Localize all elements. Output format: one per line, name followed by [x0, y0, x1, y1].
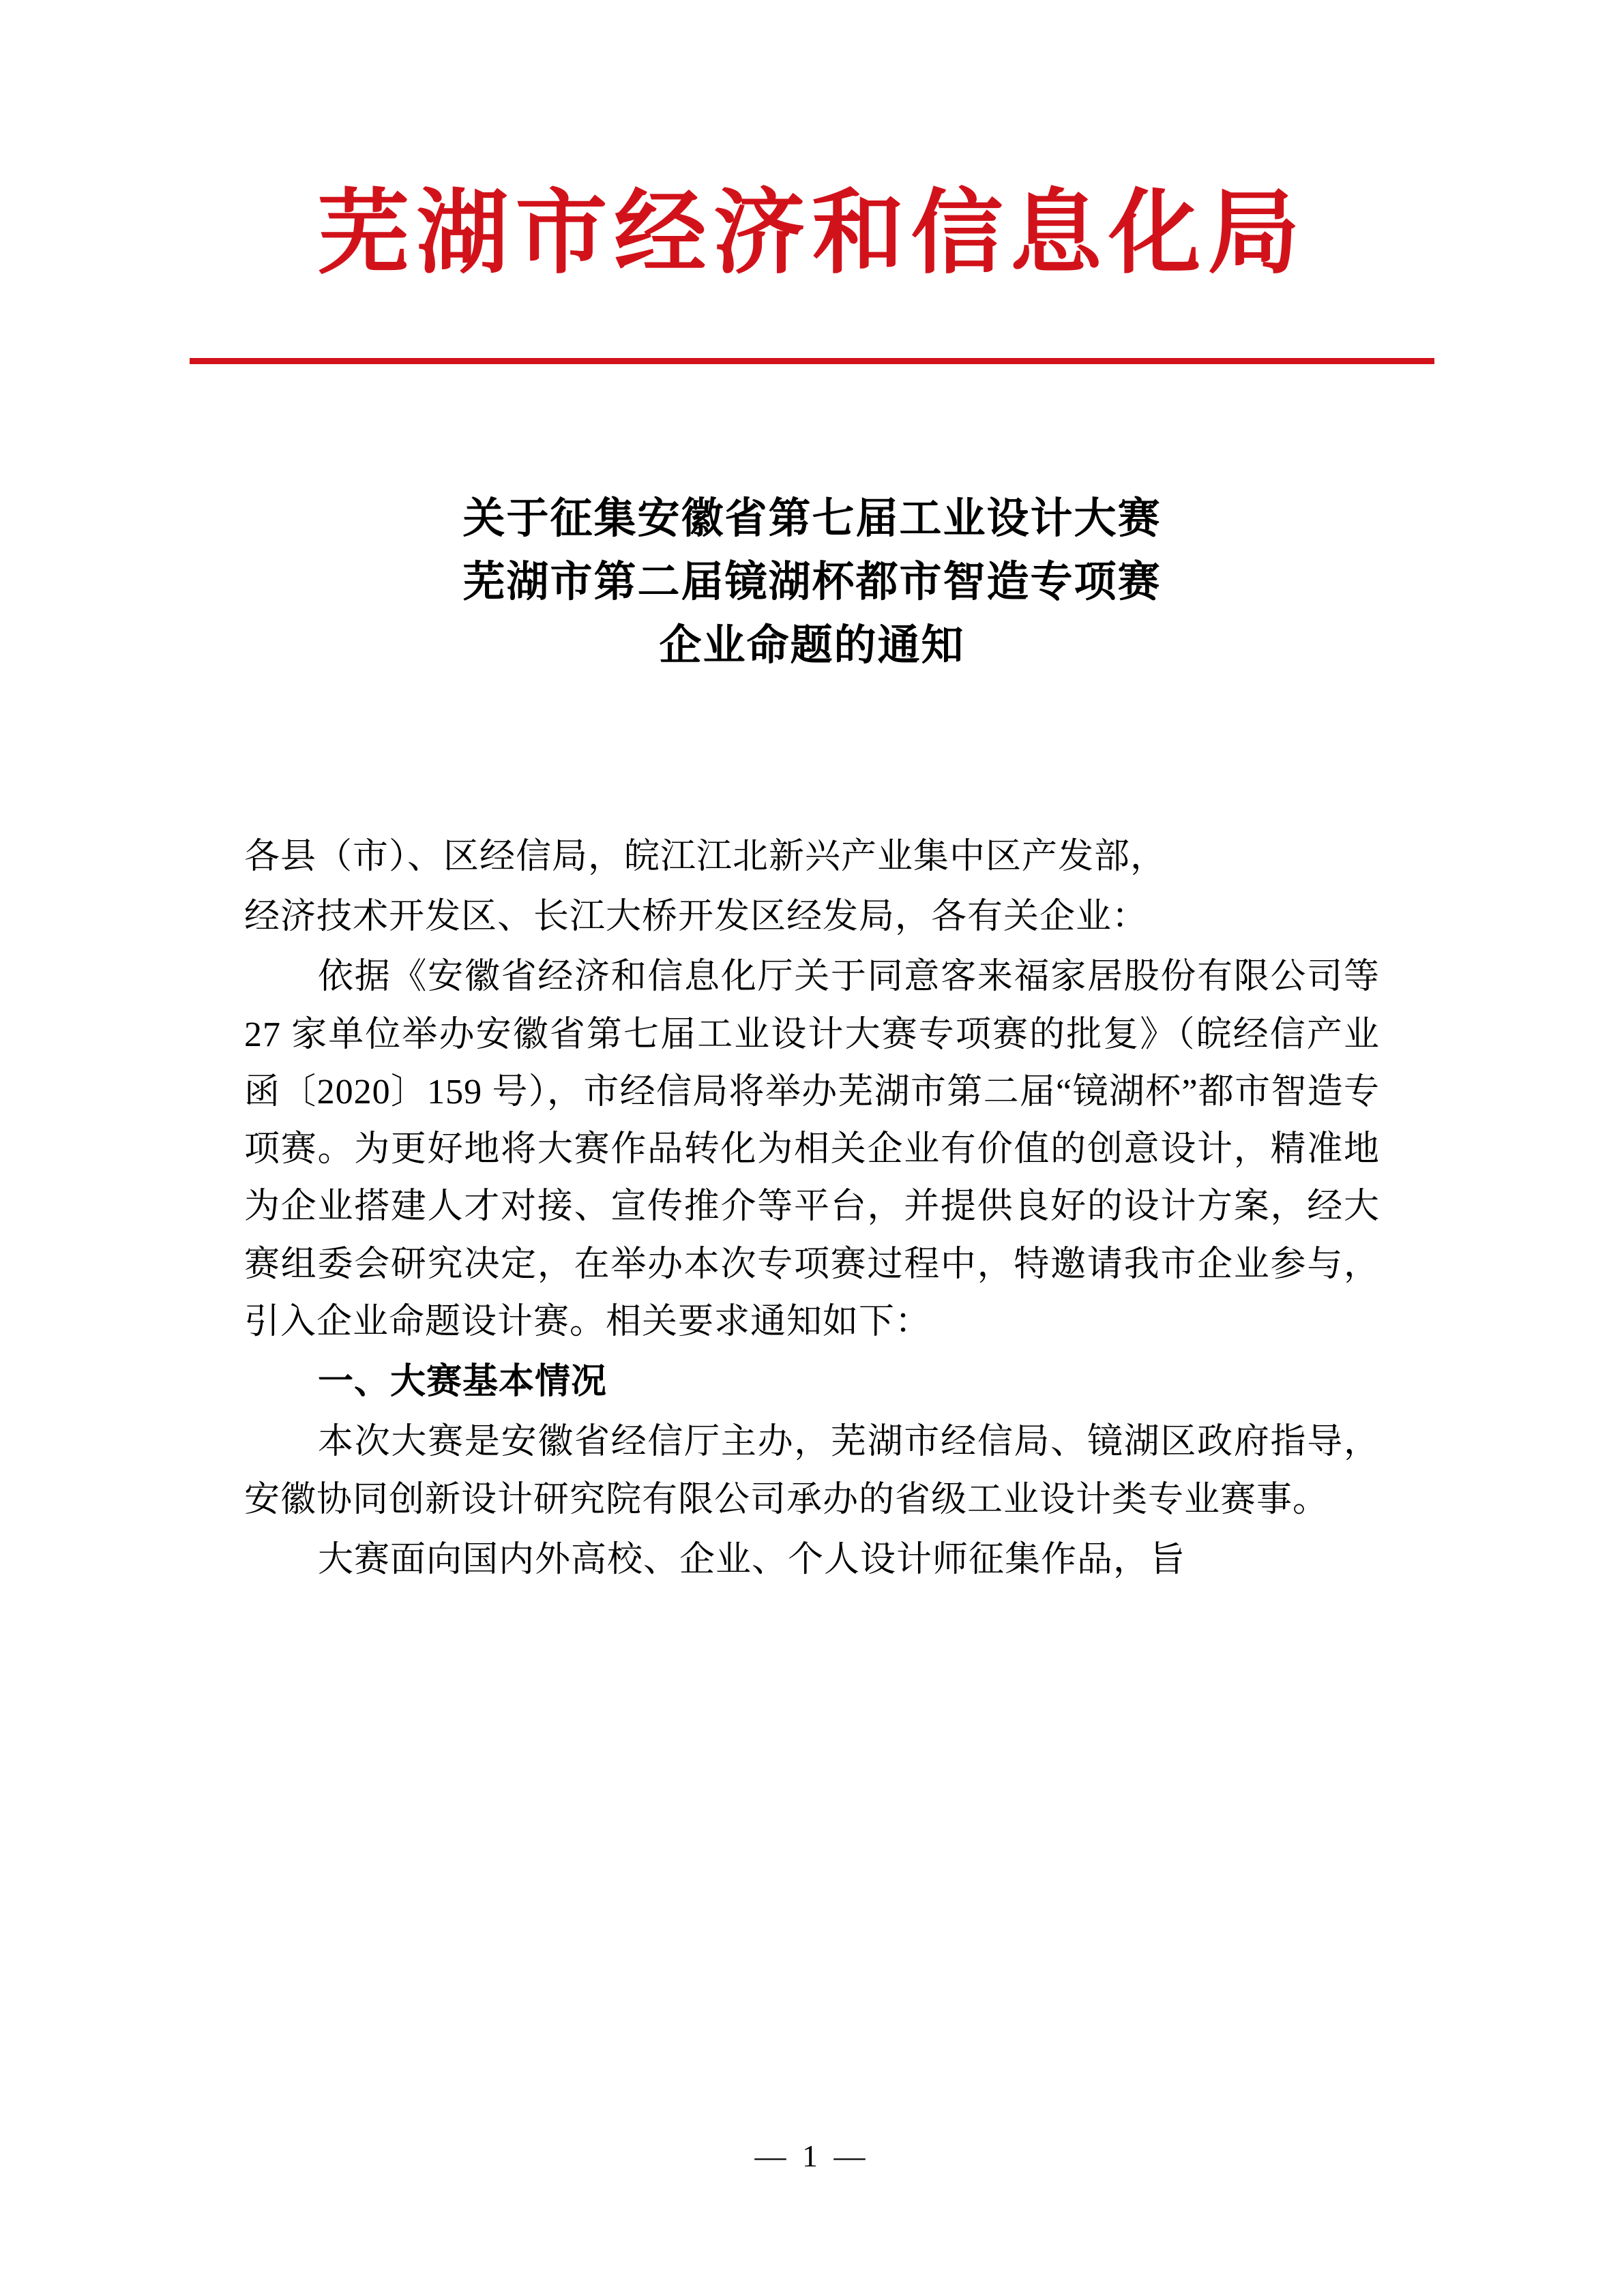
addressee-line-1: 各县（市）、区经信局，皖江江北新兴产业集中区产发部， [244, 837, 1167, 876]
document-title-line-1: 关于征集安徽省第七届工业设计大赛 [462, 496, 1162, 542]
letterhead-organization: 芜湖市经济和信息化局 [317, 183, 1307, 285]
section-heading-1: 一、大赛基本情况 [318, 1362, 608, 1402]
page-footer [0, 2138, 1624, 2174]
page-number: — 1 — [754, 2138, 870, 2173]
body-paragraph-1: 依据《安徽省经济和信息化厅关于同意客来福家居股份有限公司等 27 家单位举办安徽省第七届工业设计大赛专项赛的批复》（皖经信产业函〔2020〕159 号），市经信局将举办芜湖市第二届“镜湖杯”都市智造专项赛。为更好地将大赛作品转化为相关企业有价值的创意设计，精准地为企业搭建人才对接、宣传推介等平台，并提供良好的设计方案，经大赛组委会研究决定，在举办本次专项赛过程中，特邀请我市企业参与，引入企业命题设计赛。相关要求通知如下： [244, 957, 1380, 1341]
letterhead-divider [190, 358, 1434, 364]
document-title-line-2: 芜湖市第二届镜湖杯都市智造专项赛 [462, 559, 1162, 606]
document-body [244, 829, 1380, 1592]
document-title [246, 488, 1378, 678]
addressee-line-2: 经济技术开发区、长江大桥开发区经发局，各有关企业： [244, 897, 1149, 937]
document-title-line-3: 企业命题的通知 [659, 623, 965, 669]
letterhead [0, 184, 1624, 286]
section-1-paragraph-2: 大赛面向国内外高校、企业、个人设计师征集作品，旨 [318, 1540, 1186, 1579]
section-1-paragraph-1: 本次大赛是安徽省经信厅主办，芜湖市经信局、镜湖区政府指导，安徽协同创新设计研究院有限公司承办的省级工业设计类专业赛事。 [244, 1422, 1380, 1519]
